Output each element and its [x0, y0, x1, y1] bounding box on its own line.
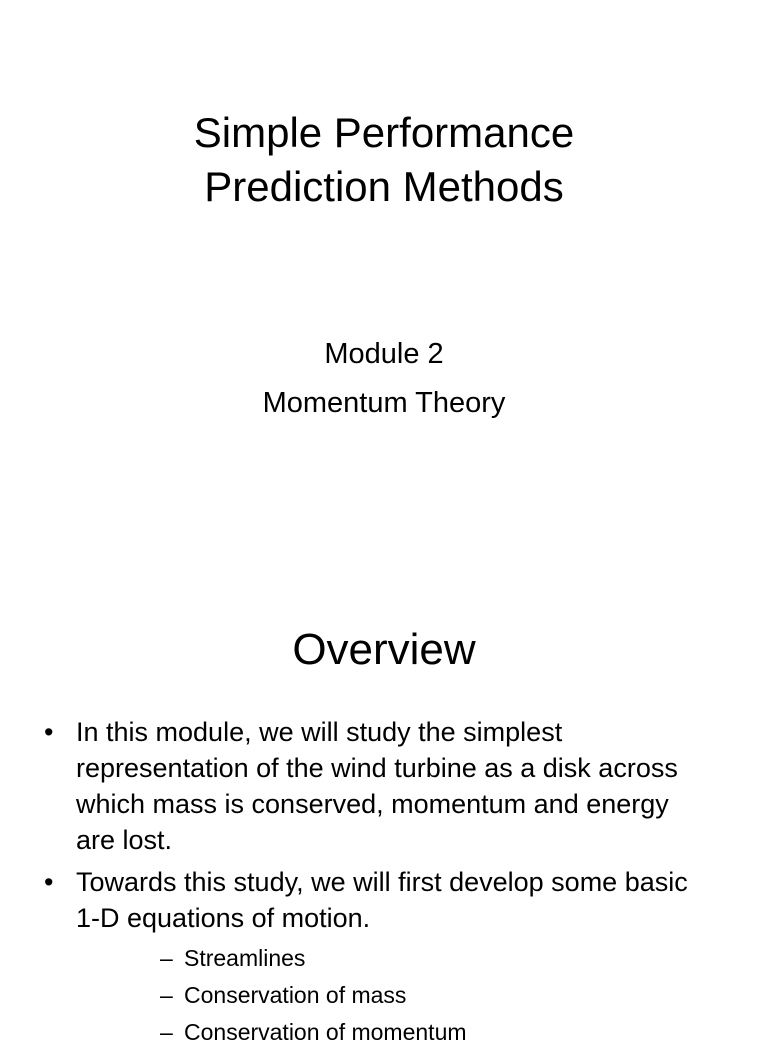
sub-bullet-marker: –	[160, 982, 173, 1008]
sub-bullet-marker: –	[160, 1019, 173, 1045]
overview-title: Overview	[292, 625, 476, 674]
sub-bullet-item	[76, 940, 708, 977]
bullet-list	[0, 714, 768, 1057]
sub-bullet-text: Streamlines	[184, 945, 306, 971]
bullet-text: Towards this study, we will first develop some basic 1-D equations of motion.	[76, 867, 688, 933]
sub-bullet-item	[76, 977, 708, 1014]
sub-bullet-marker: –	[160, 945, 173, 971]
slide-title	[0, 106, 768, 214]
bullet-item	[0, 864, 768, 1051]
sub-bullet-item	[76, 1014, 708, 1051]
bullet-marker: •	[44, 867, 54, 897]
subtitle-line-2: Momentum Theory	[262, 387, 506, 419]
bullet-item	[0, 714, 768, 858]
sub-bullet-text: Conservation of mass	[184, 982, 407, 1008]
overview-slide	[0, 576, 768, 1045]
sub-bullet-list	[76, 940, 708, 1051]
subtitle-line-1: Module 2	[324, 338, 444, 370]
bullet-marker: •	[44, 717, 54, 747]
title-line-2: Prediction Methods	[204, 163, 564, 210]
slide-subtitle	[0, 330, 768, 428]
bullet-text: In this module, we will study the simplest representation of the wind turbine as a disk across which mass is conserved, momentum and energy are lost.	[76, 717, 678, 855]
title-line-1: Simple Performance	[193, 109, 575, 156]
sub-bullet-text: Conservation of momentum	[184, 1019, 467, 1045]
